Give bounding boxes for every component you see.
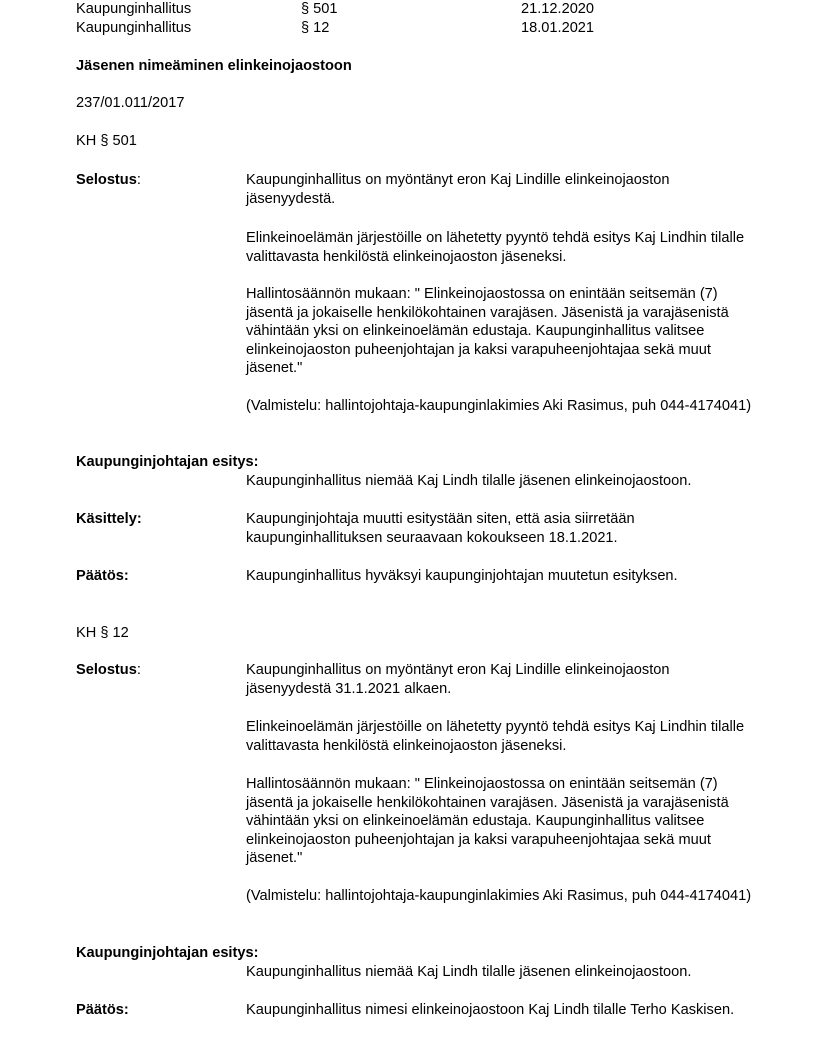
section-12-esitys-text: Kaupunginhallitus niemää Kaj Lindh tilalle jäsenen elinkeinojaostoon.: [246, 964, 692, 980]
section-12-selostus-p4: (Valmistelu: hallintojohtaja-kaupunginlakimies Aki Rasimus, puh 044-4174041): [246, 888, 752, 904]
section-501-esitys-text: Kaupunginhallitus niemää Kaj Lindh tilalle jäsenen elinkeinojaostoon.: [246, 473, 692, 489]
section-501-kasittely-label: Käsittely:: [76, 511, 142, 527]
selostus-label-text: Selostus: [76, 662, 137, 678]
header-body-1: Kaupunginhallitus: [76, 1, 192, 17]
section-12-heading: KH § 12: [76, 625, 129, 641]
section-12-selostus-p2: Elinkeinoelämän järjestöille on lähetetty pyyntö tehdä esitys Kaj Lindhin tilalle valittavasta henkilöstä elinkeinojaoston jäseneksi.: [246, 719, 745, 754]
section-501-selostus-p2: Elinkeinoelämän järjestöille on lähetetty pyyntö tehdä esitys Kaj Lindhin tilalle valittavasta henkilöstä elinkeinojaoston jäseneksi.: [246, 230, 745, 265]
section-501-paatos-label: Päätös:: [76, 568, 129, 584]
section-501-selostus-p4: (Valmistelu: hallintojohtaja-kaupunginlakimies Aki Rasimus, puh 044-4174041): [246, 398, 752, 414]
section-12-esitys-label: Kaupunginjohtajan esitys:: [76, 945, 259, 961]
section-501-heading: KH § 501: [76, 133, 137, 149]
header-date-2: 18.01.2021: [521, 20, 595, 36]
page-title: Jäsenen nimeäminen elinkeinojaostoon: [76, 58, 352, 74]
section-12-selostus-label: Selostus:: [76, 662, 141, 678]
section-501-kasittely-text: Kaupunginjohtaja muutti esitystään siten, että asia siirretään kaupunginhallituksen seuraavaan kokoukseen 18.1.2021.: [246, 511, 635, 546]
header-body-2: Kaupunginhallitus: [76, 20, 192, 36]
selostus-label-text: Selostus: [76, 172, 137, 188]
section-501-selostus-p1: Kaupunginhallitus on myöntänyt eron Kaj Lindille elinkeinojaoston jäsenyydestä.: [246, 172, 670, 207]
section-12-paatos-label: Päätös:: [76, 1002, 129, 1018]
header-section-1: § 501: [301, 1, 338, 17]
reference-number: 237/01.011/2017: [76, 95, 185, 111]
section-501-selostus-label: Selostus:: [76, 172, 141, 188]
header-date-1: 21.12.2020: [521, 1, 595, 17]
section-501-selostus-p3: Hallintosäännön mukaan: " Elinkeinojaostossa on enintään seitsemän (7) jäsentä ja jokaiselle henkilökohtainen varajäsen. Jäsenistä ja varajäsenistä vähintään yksi on elinkeinoelämän edustaja. Kaupunginhallitus valitsee elinkeinojaoston puheenjohtajan ja kaksi varapuheenjohtajaa sekä muut jäsenet.": [246, 286, 729, 376]
section-12-selostus-p3: Hallintosäännön mukaan: " Elinkeinojaostossa on enintään seitsemän (7) jäsentä ja jokaiselle henkilökohtainen varajäsen. Jäsenistä ja varajäsenistä vähintään yksi on elinkeinoelämän edustaja. Kaupunginhallitus valitsee elinkeinojaoston puheenjohtajan ja kaksi varapuheenjohtajaa sekä muut jäsenet.": [246, 776, 729, 866]
section-501-paatos-text: Kaupunginhallitus hyväksyi kaupunginjohtajan muutetun esityksen.: [246, 568, 678, 584]
section-12-selostus-p1: Kaupunginhallitus on myöntänyt eron Kaj Lindille elinkeinojaoston jäsenyydestä 31.1.2021 alkaen.: [246, 662, 670, 697]
section-12-paatos-text: Kaupunginhallitus nimesi elinkeinojaostoon Kaj Lindh tilalle Terho Kaskisen.: [246, 1002, 735, 1018]
header-section-2: § 12: [301, 20, 330, 36]
section-501-esitys-label: Kaupunginjohtajan esitys:: [76, 454, 259, 470]
